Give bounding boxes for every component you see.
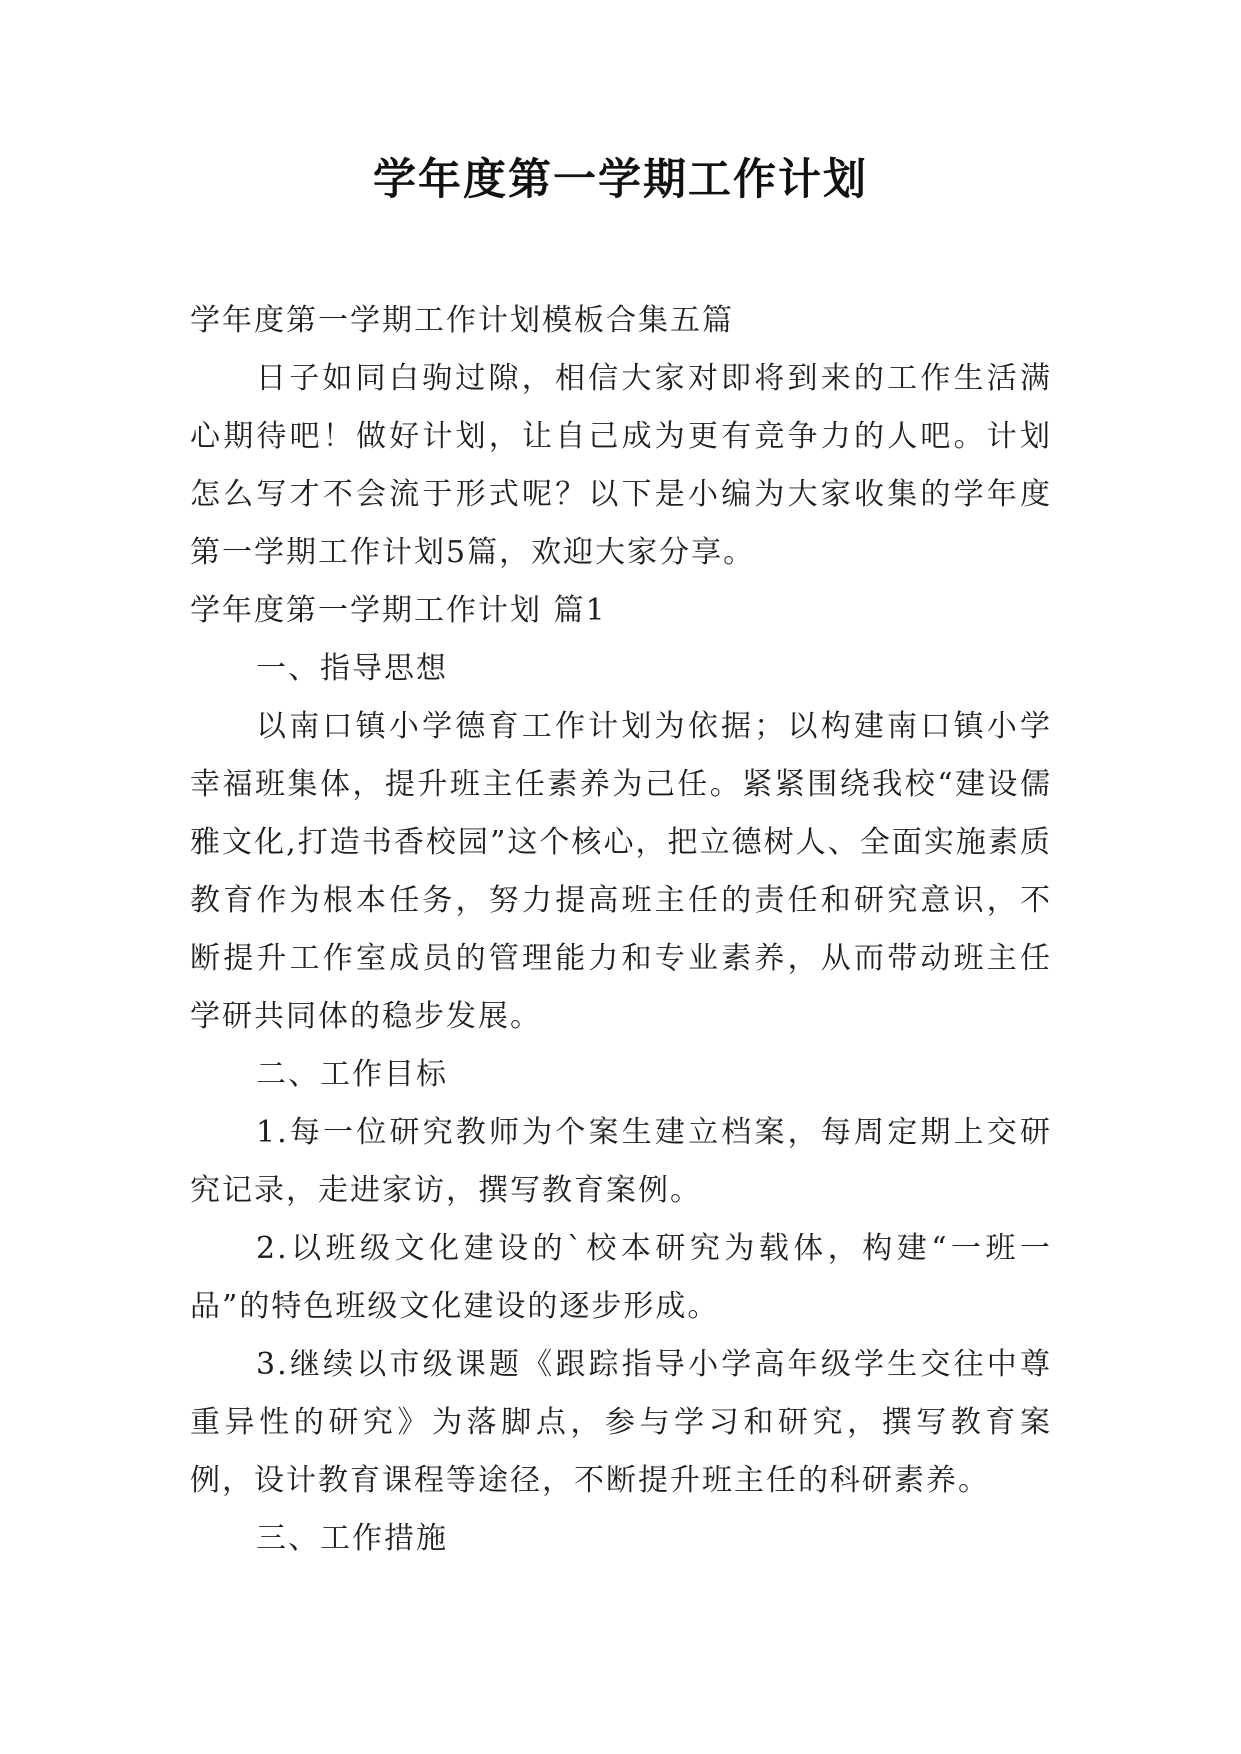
document-body xyxy=(190,292,1052,1568)
article-heading: 学年度第一学期工作计划 篇1 xyxy=(190,593,607,628)
guiding-ideology-paragraph: 以南口镇小学德育工作计划为依据；以构建南口镇小学幸福班集体，提升班主任素养为己任。紧紧围绕我校“建设儒雅文化,打造书香校园”这个核心，把立德树人、全面实施素质教育作为根本任务，努力提高班主任的责任和研究意识，不断提升工作室成员的管理能力和专业素养，从而带动班主任学研共同体的稳步发展。 xyxy=(190,709,1052,1034)
goal-item: 2.以班级文化建设的`校本研究为载体，构建“一班一品”的特色班级文化建设的逐步形成。 xyxy=(190,1231,1052,1324)
section-heading-work-goals: 二、工作目标 xyxy=(256,1057,448,1092)
document-title: 学年度第一学期工作计划 xyxy=(373,155,868,205)
document-subtitle: 学年度第一学期工作计划模板合集五篇 xyxy=(190,303,734,338)
section-heading-guiding-ideology: 一、指导思想 xyxy=(256,651,448,686)
section-heading-work-measures: 三、工作措施 xyxy=(256,1521,448,1556)
intro-paragraph: 日子如同白驹过隙，相信大家对即将到来的工作生活满心期待吧！做好计划，让自己成为更有竞争力的人吧。计划怎么写才不会流于形式呢？以下是小编为大家收集的学年度第一学期工作计划5篇，欢迎大家分享。 xyxy=(190,361,1052,570)
goal-item: 3.继续以市级课题《跟踪指导小学高年级学生交往中尊重异性的研究》为落脚点，参与学习和研究，撰写教育案例，设计教育课程等途径，不断提升班主任的科研素养。 xyxy=(190,1347,1052,1498)
goal-item: 1.每一位研究教师为个案生建立档案，每周定期上交研究记录，走进家访，撰写教育案例。 xyxy=(190,1115,1052,1208)
